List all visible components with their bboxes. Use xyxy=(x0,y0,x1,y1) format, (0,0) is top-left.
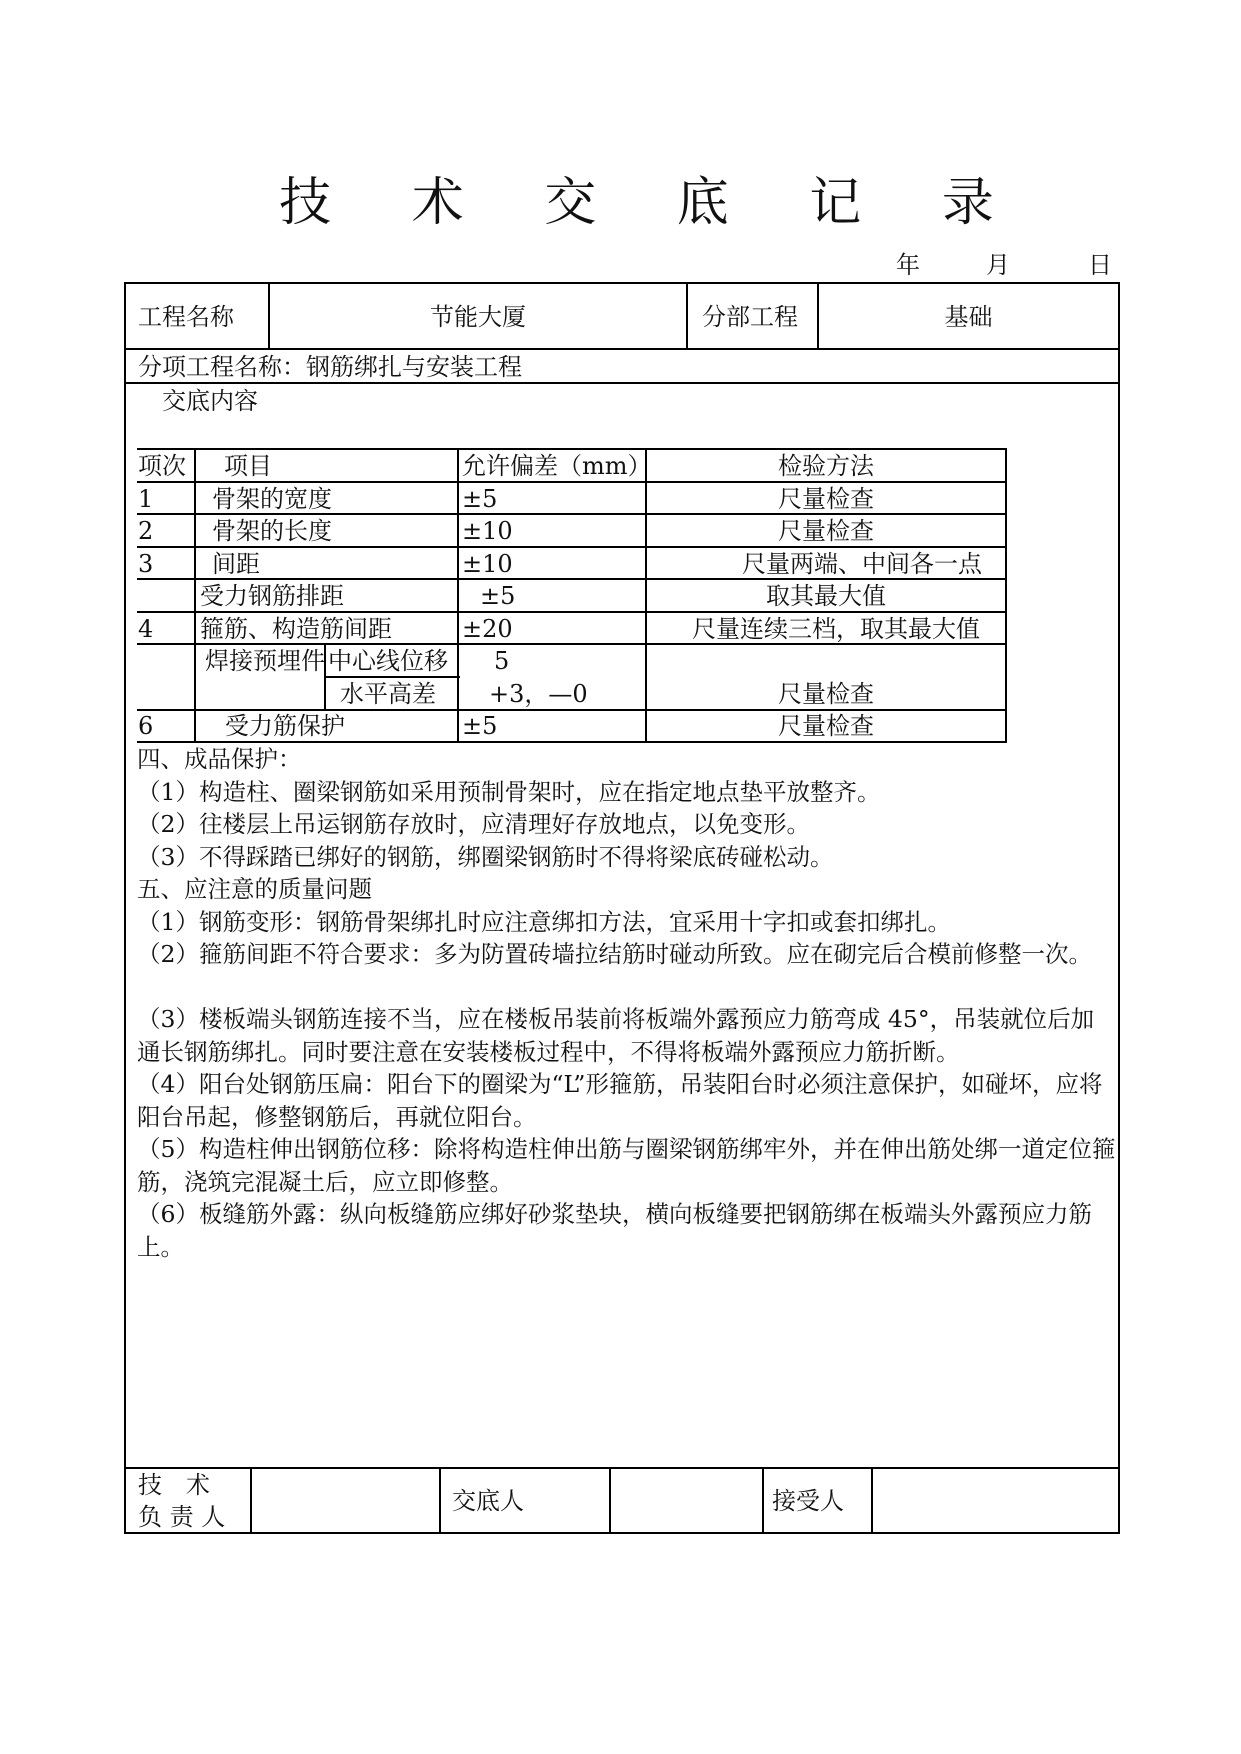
row-tolerance: ±5 xyxy=(480,582,516,610)
frame-right xyxy=(1118,282,1120,1534)
divider xyxy=(762,1467,764,1533)
row-tolerance: ±10 xyxy=(462,550,513,578)
row-no: 2 xyxy=(138,517,154,545)
row-method: 尺量连续三档，取其最大值 xyxy=(692,615,980,643)
col-header-method: 检验方法 xyxy=(778,452,874,480)
paragraph: （1）构造柱、圈梁钢筋如采用预制骨架时，应在指定地点垫平放整齐。 xyxy=(137,778,881,806)
row-no: 1 xyxy=(138,485,154,513)
row-tolerance: ±5 xyxy=(462,712,498,740)
frame-bottom xyxy=(124,1532,1120,1534)
section-heading: 四、成品保护： xyxy=(137,745,302,773)
row-method: 尺量两端、中间各一点 xyxy=(742,550,982,578)
row-no: 4 xyxy=(138,615,154,643)
divider xyxy=(250,1467,252,1533)
project-name-label: 工程名称 xyxy=(138,303,234,331)
paragraph: （6）板缝筋外露：纵向板缝筋应绑好砂浆垫块，横向板缝要把钢筋绑在板端头外露预应力筋上。 xyxy=(137,1200,1092,1261)
row-no: 3 xyxy=(138,550,154,578)
division-label: 分部工程 xyxy=(702,303,798,331)
row-tolerance: ±5 xyxy=(462,485,498,513)
row-item: 受力钢筋排距 xyxy=(200,582,344,610)
divider xyxy=(609,1467,611,1533)
divider xyxy=(871,1467,873,1533)
row-item: 受力筋保护 xyxy=(225,712,345,740)
date-day: 日 xyxy=(1088,251,1112,279)
frame-left xyxy=(124,282,126,1534)
frame-top xyxy=(124,282,1120,284)
row-item: 焊接预埋件 xyxy=(205,647,325,675)
row-item: 箍筋、构造筋间距 xyxy=(200,615,392,643)
section-heading: 五、应注意的质量问题 xyxy=(137,875,372,903)
row-method: 尺量检查 xyxy=(778,517,874,545)
deliverer-label: 交底人 xyxy=(452,1487,524,1515)
row-subitem: 水平高差 xyxy=(340,680,436,708)
paragraph: （3）不得踩踏已绑好的钢筋，绑圈梁钢筋时不得将梁底砖碰松动。 xyxy=(137,843,834,871)
tech-lead-label-line2: 负 责 人 xyxy=(138,1503,226,1531)
row-method: 取其最大值 xyxy=(766,582,886,610)
paragraph: （1）钢筋变形：钢筋骨架绑扎时应注意绑扣方法，宜采用十字扣或套扣绑扎。 xyxy=(137,908,951,936)
divider xyxy=(439,1467,441,1533)
row-subitem: 中心线位移 xyxy=(328,647,448,675)
row-item: 骨架的宽度 xyxy=(212,485,332,513)
subitem-name: 分项工程名称：钢筋绑扎与安装工程 xyxy=(138,353,522,381)
paragraph: （2）往楼层上吊运钢筋存放时，应清理好存放地点，以免变形。 xyxy=(137,810,810,838)
col-header-no: 项次 xyxy=(138,452,186,480)
col-header-item: 项目 xyxy=(224,452,272,480)
paragraph: （5）构造柱伸出钢筋位移：除将构造柱伸出筋与圈梁钢筋绑牢外，并在伸出筋处绑一道定位箍筋，浇筑完混凝土后，应立即修整。 xyxy=(137,1135,1116,1196)
date-year: 年 xyxy=(896,251,920,279)
tech-lead-label-line1: 技 术 xyxy=(138,1471,210,1499)
divider xyxy=(124,1467,1120,1469)
row-item: 骨架的长度 xyxy=(212,517,332,545)
row-method: 尺量检查 xyxy=(778,680,874,708)
row-no: 6 xyxy=(138,712,154,740)
content-label: 交底内容 xyxy=(162,387,258,415)
division-value: 基础 xyxy=(944,303,993,331)
row-item: 间距 xyxy=(212,550,260,578)
col-header-tolerance: 允许偏差（mm） xyxy=(462,452,652,480)
document-title: 技 术 交 底 记 录 xyxy=(279,173,1026,233)
row-method: 尺量检查 xyxy=(778,712,874,740)
row-method: 尺量检查 xyxy=(778,485,874,513)
divider xyxy=(124,382,1120,384)
project-name-value: 节能大厦 xyxy=(430,303,526,331)
divider xyxy=(686,282,688,350)
row-tolerance: 5 xyxy=(494,647,510,675)
paragraph: （2）箍筋间距不符合要求：多为防置砖墙拉结筋时碰动所致。应在砌完后合模前修整一次。 xyxy=(137,940,1092,968)
row-tolerance: ±10 xyxy=(462,517,513,545)
paragraph: （3）楼板端头钢筋连接不当，应在楼板吊装前将板端外露预应力筋弯成 45°，吊装就位后加通长钢筋绑扎。同时要注意在安装楼板过程中，不得将板端外露预应力筋折断。 xyxy=(137,1005,1095,1066)
divider xyxy=(124,348,1120,350)
receiver-label: 接受人 xyxy=(772,1487,844,1515)
paragraph: （4）阳台处钢筋压扁：阳台下的圈梁为“L”形箍筋，吊装阳台时必须注意保护，如碰坏，应将阳台吊起，修整钢筋后，再就位阳台。 xyxy=(137,1070,1103,1131)
date-month: 月 xyxy=(986,251,1010,279)
row-tolerance: +3，—0 xyxy=(489,680,588,708)
row-tolerance: ±20 xyxy=(462,615,513,643)
